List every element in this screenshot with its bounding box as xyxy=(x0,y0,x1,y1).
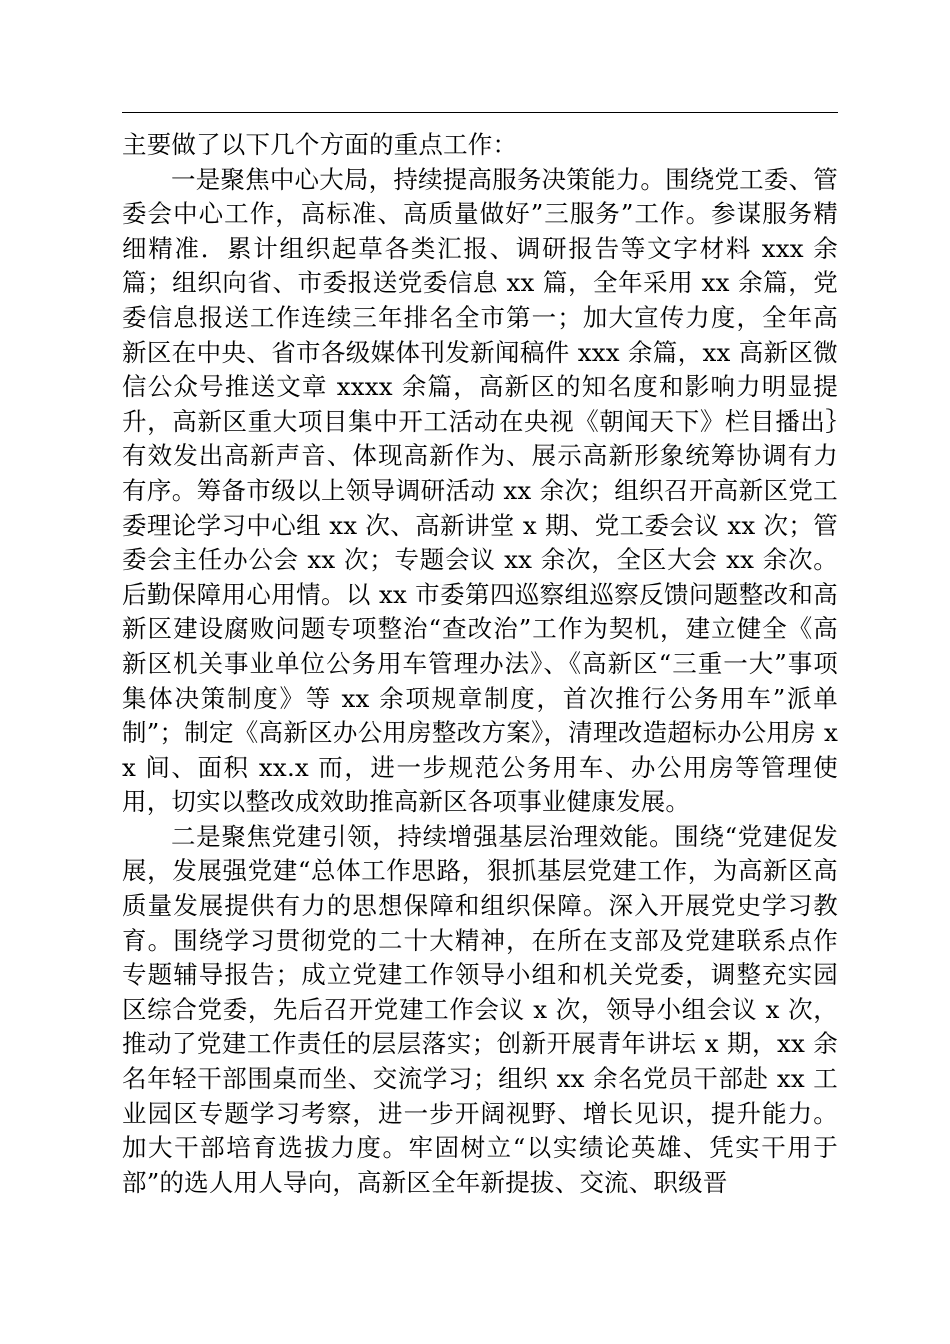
header-rule xyxy=(122,112,838,113)
paragraph-party-building: 二是聚焦党建引领，持续增强基层治理效能。围绕“党建促发展，发展强党建“总体工作思路，狠抓基层党建工作，为高新区高质量发展提供有力的思想保障和组织保障。深入开展党史学习教育。围绕学习贯彻党的二十大精神，在所在支部及党建联系点作专题辅导报告；成立党建工作领导小组和机关党委，调整充实园区综合党委，先后召开党建工作会议 x 次，领导小组会议 x 次，推动了党建工作责任的层层落实；创新开展青年讲坛 x 期，xx 余名年轻干部围桌而坐、交流学习；组织 xx 余名党员干部赴 xx 工业园区专题学习考察，进一步开阔视野、增长见识，提升能力。加大干部培育选拔力度。牢固树立“以实绩论英雄、凭实干用于部”的选人用人导向，高新区全年新提拔、交流、职级晋 xyxy=(122,821,838,1197)
body-text xyxy=(122,128,838,1200)
paragraph-service-decision: 一是聚焦中心大局，持续提高服务决策能力。围绕党工委、管委会中心工作，高标准、高质量做好”三服务”工作。参谋服务精细精准．累计组织起草各类汇报、调研报告等文字材料 xxx 余篇；组织向省、市委报送党委信息 xx 篇，全年采用 xx 余篇，党委信息报送工作连续三年排名全市第一；加大宣传力度，全年高新区在中央、省市各级媒体刊发新闻稿件 xxx 余篇，xx 高新区微信公众号推送文章 xxxx 余篇，高新区的知名度和影响力明显提升，高新区重大项目集中开工活动在央视《朝闻天下》栏目播出｝有效发出高新声音、体现高新作为、展示高新形象统筹协调有力有序。筹备市级以上领导调研活动 xx 余次；组织召开高新区党工委理论学习中心组 xx 次、高新讲堂 x 期、党工委会议 xx 次；管委会主任办公会 xx 次；专题会议 xx 余次，全区大会 xx 余次。后勤保障用心用情。以 xx 市委第四巡察组巡察反馈问题整改和高新区建设腐败问题专项整治“查改治”工作为契机，建立健全《高新区机关事业单位公务用车管理办法》、《高新区“三重一大”事项集体决策制度》等 xx 余项规章制度，首次推行公务用车”派单制”；制定《高新区办公用房整改方案》，清理改造超标办公用房 xx 间、面积 xx.x 而，进一步规范公务用车、办公用房等管理使用，切实以整改成效助推高新区各项事业健康发展。 xyxy=(122,164,838,817)
intro-line: 主要做了以下几个方面的重点工作： xyxy=(122,130,518,159)
